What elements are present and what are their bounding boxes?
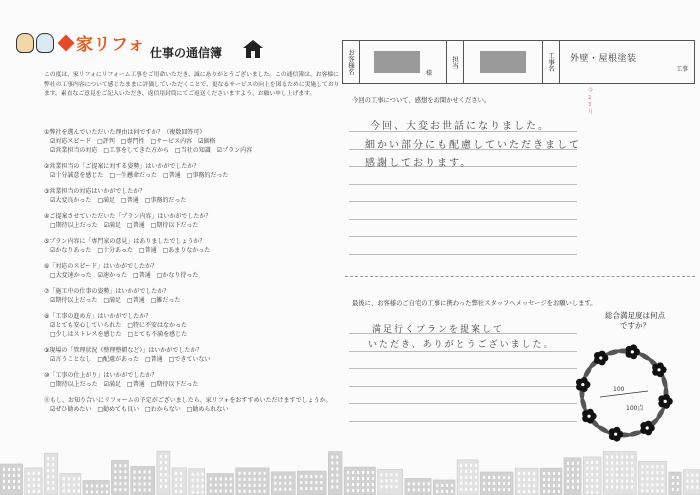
- question-item: [44, 312, 344, 339]
- writing-line: [349, 201, 577, 202]
- question-item: [44, 287, 344, 305]
- impression-handwriting-1: 今回、大変お世話になりました。: [370, 121, 550, 132]
- customer-label: お客様名: [343, 41, 360, 83]
- question-text: ③営業担当の対応はいかがでしたか？: [44, 188, 146, 195]
- home-icon: [243, 40, 263, 58]
- writing-line: [349, 368, 577, 369]
- writing-line: [349, 219, 577, 220]
- impression-prompt: 今回の工事について、感想をお聞かせください。: [352, 97, 491, 104]
- question-item: [44, 212, 344, 230]
- question-text: ⑨現場の「管理状況（整理整頓など）」はいかがでしたか？: [44, 347, 203, 354]
- question-text: ④ご提案させていただいた「プラン内容」はいかがでしたか？: [44, 213, 212, 220]
- writing-line: [349, 351, 577, 352]
- intro-text: この度は、家リフォにリフォーム工事をご用命いただき、誠にありがとうございました。この通信簿は、お客様に弊社の工事内容について感じたままに評価していただくことで、更なるサービスの向上を図るために実施しております。素直なご意見をご記入いただき、返信用封筒にてご返送くださいますよう、お願い申し上げます。: [44, 72, 340, 97]
- impression-handwriting-3: 感謝しております。: [365, 158, 473, 169]
- answer-options: ☑とても安心していられた □特に不安はなかった: [50, 322, 188, 329]
- impression-handwriting-2: 細かい部分にも配慮していただきまして: [365, 140, 581, 151]
- writing-line: [349, 254, 577, 255]
- satisfaction-score: 100: [613, 386, 625, 393]
- question-text: ⑤プラン内容に「専門家の意見」はありましたでしょうか？: [44, 238, 206, 245]
- question-item: [44, 262, 344, 280]
- writing-line: [349, 421, 577, 422]
- satisfaction-unit: 100点: [626, 405, 644, 412]
- question-text: ②営業担当の「ご提案に対する姿勢」はいかがでしたか？: [44, 163, 200, 170]
- date-stamp: 令 2 3 月: [588, 88, 594, 115]
- message-handwriting-1: 満足行くプランを提案して: [372, 325, 505, 335]
- question-item: [44, 128, 344, 155]
- answer-options: ☑対応スピード □評判 □専門性 □サービス内容 ☑価格: [50, 138, 216, 145]
- work-suffix: 工事: [675, 66, 688, 73]
- redacted-customer: [374, 51, 420, 73]
- question-item: [44, 237, 344, 255]
- question-text: ⑩「工事の仕上がり」はいかがでしたか？: [44, 372, 158, 379]
- mascot-icons: [16, 33, 54, 53]
- question-text: ⑪もし、お知り合いにリフォームの予定がございましたら、家リフォをおすすめいただけますでしょうか。: [44, 397, 332, 404]
- customer-name-field: [360, 41, 447, 83]
- question-text: ①弊社を選んでいただいた理由は何ですか？（複数回答可）: [44, 129, 206, 136]
- staff-label: 担当: [447, 41, 464, 83]
- info-header: [342, 40, 695, 84]
- question-item: [44, 371, 344, 389]
- message-handwriting-2: いただき、ありがとうございました。: [368, 340, 555, 350]
- city-skyline-illustration: [0, 438, 700, 495]
- question-item: [44, 396, 344, 414]
- work-value: 外壁・屋根塗装: [570, 54, 637, 64]
- brand-name: 家リフォ: [76, 35, 146, 55]
- answer-options: ☑かなりあった □十分あった □普通 □あまりなかった: [50, 247, 211, 254]
- satisfaction-label: 総合満足度は何点ですか？: [605, 311, 665, 330]
- question-text: ⑥「対応のスピード」はいかがでしたか？: [44, 263, 158, 270]
- mascot-icon: [16, 33, 34, 53]
- staff-name-field: [464, 41, 543, 83]
- answer-options: □大変速かった ☑速かった □普通 □かなり待った: [50, 272, 199, 279]
- answer-options: □少しはストレスを感じた □とても不満を感じた: [50, 331, 188, 338]
- page-title: 仕事の通信簿: [150, 46, 223, 60]
- question-text: ⑧「工事の進め方」はいかがでしたか？: [44, 313, 152, 320]
- answer-options: ☑大変良かった □満足 □普通 □事務的だった: [50, 197, 187, 204]
- answer-options: ☑十分誠意を感じた □一生懸命だった □普通 □事務的だった: [50, 172, 229, 179]
- answer-options: ☑営業担当の対応 □工事をしてきた方から □当社の知識 ☑プラン内容: [50, 147, 253, 154]
- question-item: [44, 346, 344, 364]
- brand-logo: [16, 30, 145, 55]
- honorific: 様: [425, 70, 432, 77]
- answer-options: ☑期待以上だった □満足 □普通 □雑だった: [50, 297, 181, 304]
- question-text: ⑦「施工中の仕事の姿勢」はいかがでしたか？: [44, 288, 170, 295]
- section-divider: [345, 276, 695, 277]
- work-label: 工事名: [543, 41, 560, 83]
- work-name-field: [560, 41, 694, 83]
- answer-options: ☑言うことなし □配慮があった □普通 □できていない: [50, 356, 211, 363]
- writing-line: [349, 184, 577, 185]
- mascot-icon: [36, 33, 54, 53]
- writing-line: [349, 386, 577, 387]
- wreath-icon: [566, 335, 682, 451]
- answer-options: ☑ぜひ勧めたい □勧めても良い □わからない □勧められない: [50, 406, 229, 413]
- message-prompt: 最後に、お客様のご自宅の工事に携わった弊社スタッフへメッセージをお願いします。: [352, 300, 597, 307]
- writing-line: [349, 403, 577, 404]
- redacted-staff: [480, 51, 526, 73]
- house-logo-icon: [58, 34, 75, 51]
- writing-line: [349, 236, 577, 237]
- question-item: [44, 187, 344, 205]
- answer-options: □期待以上だった ☑満足 □普通 □期待以下だった: [50, 381, 199, 388]
- answer-options: □期待以上だった ☑満足 □普通 □期待以下だった: [50, 222, 199, 229]
- question-item: [44, 162, 344, 180]
